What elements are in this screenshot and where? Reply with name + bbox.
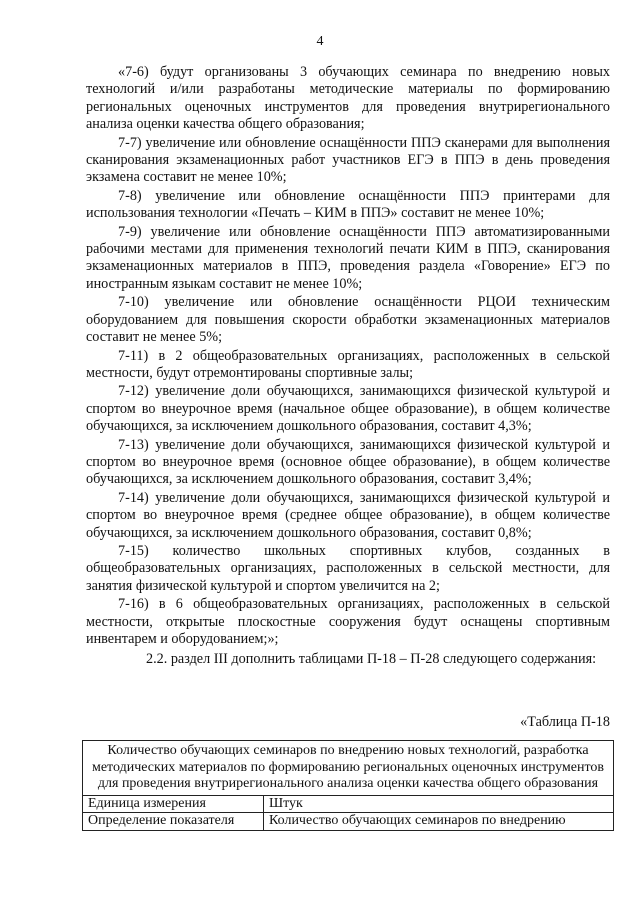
paragraph-7-10: 7-10) увеличение или обновление оснащённости РЦОИ техническим оборудованием для повышения скорости обработки экзаменационных материалов составит не менее 5%; — [86, 294, 610, 346]
paragraph-7-11: 7-11) в 2 общеобразовательных организациях, расположенных в сельской местности, будут отремонтированы спортивные залы; — [86, 347, 610, 381]
table-header: Количество обучающих семинаров по внедрению новых технологий, разработка методических материалов по формированию региональных оценочных инструментов для проведения внутрирегионального анализа оценки качества общего образования — [83, 741, 614, 796]
table-row-label: Определение показателя — [83, 813, 264, 831]
table-row — [83, 795, 614, 813]
section-intro: 2.2. раздел III дополнить таблицами П-18 – П-28 следующего содержания: — [146, 651, 597, 668]
table-header-row — [83, 741, 614, 796]
page-number: 4 — [316, 34, 324, 49]
paragraph-7-14: 7-14) увеличение доли обучающихся, занимающихся физической культурой и спортом во внеурочное время (среднее общее образование), в общем количестве обучающихся, за исключением дошкольного образования, составит 0,8%; — [86, 489, 610, 541]
table-row-value: Штук — [264, 795, 614, 813]
paragraph-7-9: 7-9) увеличение или обновление оснащённости ППЭ автоматизированными рабочими местами для применения технологий печати КИМ в ППЭ, сканирования экзаменационных материалов в ППЭ, проведения раздела «Говорение» ЕГЭ по иностранным языкам составит не менее 10%; — [86, 223, 610, 292]
paragraph-7-13: 7-13) увеличение доли обучающихся, занимающихся физической культурой и спортом во внеурочное время (основное общее образование), в общем количестве обучающихся, за исключением дошкольного образования, составит 3,4%; — [86, 436, 610, 488]
paragraph-7-16: 7-16) в 6 общеобразовательных организациях, расположенных в сельской местности, открытые плоскостные сооружения будут оснащены спортивным инвентарем и оборудованием;»; — [86, 596, 610, 647]
paragraph-7-15: 7-15) количество школьных спортивных клубов, созданных в общеобразовательных организациях, расположенных в сельской местности, для занятия физической культурой и спортом увеличится на 2; — [86, 542, 610, 594]
paragraph-7-12: 7-12) увеличение доли обучающихся, занимающихся физической культурой и спортом во внеурочное время (начальное общее образование), в общем количестве обучающихся, за исключением дошкольного образования, составит 4,3%; — [86, 383, 610, 435]
table-row-label: Единица измерения — [83, 795, 264, 813]
paragraph-7-6: «7-6) будут организованы 3 обучающих семинара по внедрению новых технологий и/или разработаны методические материалы по формированию региональных оценочных инструментов для проведения внутрирегионального анализа оценки качества общего образования; — [86, 64, 610, 133]
paragraph-7-7: 7-7) увеличение или обновление оснащённости ППЭ сканерами для выполнения сканирования экзаменационных работ участников ЕГЭ в ППЭ в день проведения экзамена составит не менее 10%; — [86, 134, 610, 186]
paragraph-7-8: 7-8) увеличение или обновление оснащённости ППЭ принтерами для использования технологии «Печать – КИМ в ППЭ» составит не менее 10%; — [86, 187, 610, 222]
table-p18 — [82, 740, 614, 831]
table-row — [83, 813, 614, 831]
document-body — [86, 64, 610, 670]
table-row-value: Количество обучающих семинаров по внедрению — [264, 813, 614, 831]
table-caption: «Таблица П-18 — [520, 714, 610, 730]
